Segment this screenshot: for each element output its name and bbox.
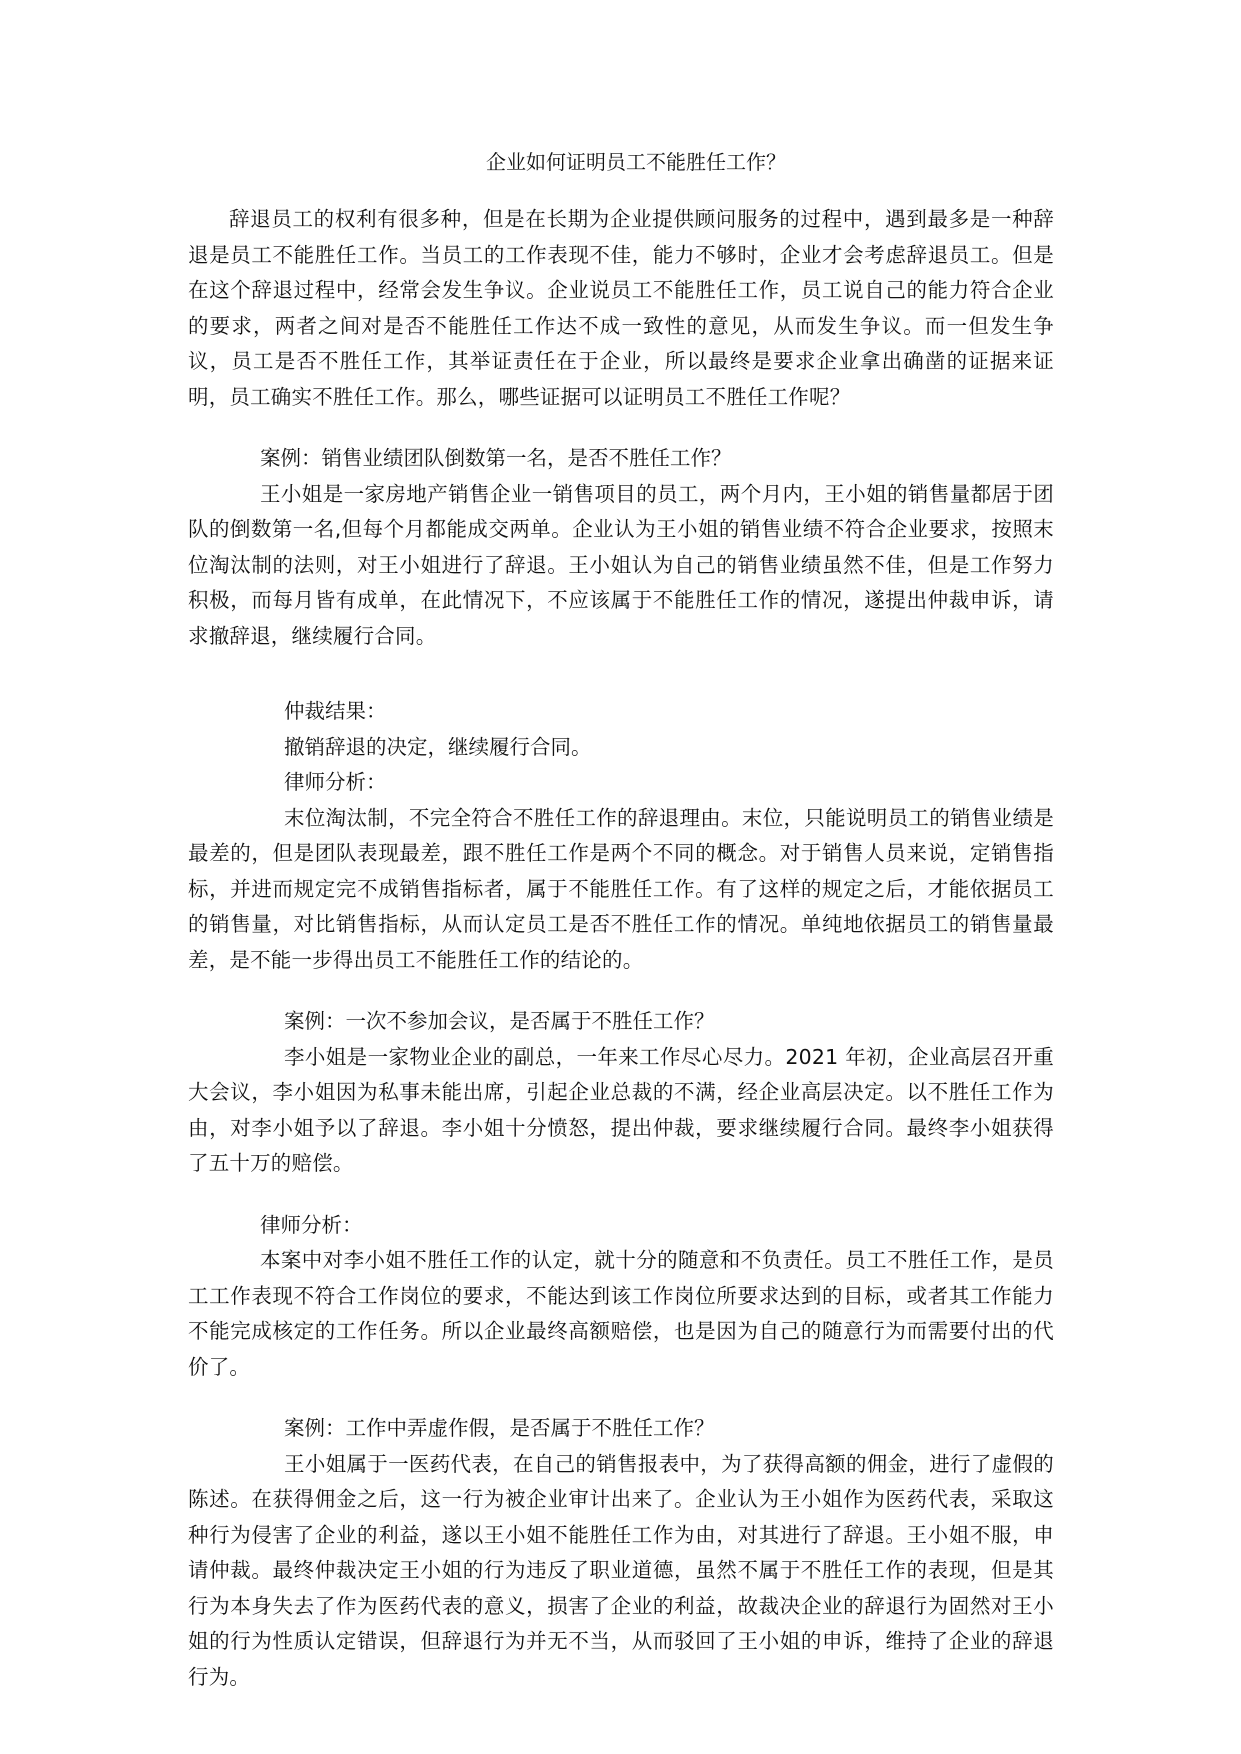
spacer xyxy=(188,415,1054,441)
case3-body: 王小姐属于一医药代表，在自己的销售报表中，为了获得高额的佣金，进行了虚假的陈述。在获得佣金之后，这一行为被企业审计出来了。企业认为王小姐作为医药代表，采取这种行为侵害了企业的利益，遂以王小姐不能胜任工作为由，对其进行了辞退。王小姐不服，申请仲裁。最终仲裁决定王小姐的行为违反了职业道德，虽然不属于不胜任工作的表现，但是其行为本身失去了作为医药代表的意义，损害了企业的利益，故裁决企业的辞退行为固然对王小姐的行为性质认定错误，但辞退行为并无不当，从而驳回了王小姐的申诉，维持了企业的辞退行为。 xyxy=(188,1451,1054,1689)
document-page xyxy=(188,148,1054,1695)
case1-heading: 案例：销售业绩团队倒数第一名，是否不胜任工作？ xyxy=(260,446,732,470)
case2-analysis: 本案中对李小姐不胜任工作的认定，就十分的随意和不负责任。员工不胜任工作，是员工工作表现不符合工作岗位的要求，不能达到该工作岗位所要求达到的目标，或者其工作能力不能完成核定的工作任务。所以企业最终高额赔偿，也是因为自己的随意行为而需要付出的代价了。 xyxy=(188,1248,1054,1379)
case2-analysis-label: 律师分析： xyxy=(260,1212,363,1237)
case1-result: 撤销辞退的决定，继续履行合同。 xyxy=(284,734,592,759)
spacer xyxy=(188,1182,1054,1208)
spacer xyxy=(188,654,1054,694)
page-title: 企业如何证明员工不能胜任工作？ xyxy=(486,150,786,174)
spacer xyxy=(188,1385,1054,1411)
case3-heading: 案例：工作中弄虚作假，是否属于不胜任工作？ xyxy=(284,1416,715,1440)
case1-analysis-label: 律师分析： xyxy=(284,770,387,794)
spacer xyxy=(188,978,1054,1004)
case1-result-label: 仲裁结果： xyxy=(284,699,387,723)
case1-analysis: 末位淘汰制，不完全符合不胜任工作的辞退理由。末位，只能说明员工的销售业绩是最差的，但是团队表现最差，跟不胜任工作是两个不同的概念。对于销售人员来说，定销售指标，并进而规定完不成销售指标者，属于不能胜任工作。有了这样的规定之后，才能依据员工的销售量，对比销售指标，从而认定员工是否不胜任工作的情况。单纯地依据员工的销售量最差，是不能一步得出员工不能胜任工作的结论的。 xyxy=(188,805,1054,972)
case2-body: 李小姐是一家物业企业的副总，一年来工作尽心尽力。2021 年初，企业高层召开重大会议，李小姐因为私事未能出席，引起企业总裁的不满，经企业高层决定。以不胜任工作为由，对李小姐予以了辞退。李小姐十分愤怒，提出仲裁，要求继续履行合同。最终李小姐获得了五十万的赔偿。 xyxy=(188,1044,1054,1175)
case2-heading: 案例：一次不参加会议，是否属于不胜任工作？ xyxy=(284,1009,715,1033)
case1-body: 王小姐是一家房地产销售企业一销售项目的员工，两个月内，王小姐的销售量都居于团队的倒数第一名,但每个月都能成交两单。企业认为王小姐的销售业绩不符合企业要求，按照末位淘汰制的法则，对王小姐进行了辞退。王小姐认为自己的销售业绩虽然不佳，但是工作努力积极，而每月皆有成单，在此情况下，不应该属于不能胜任工作的情况，遂提出仲裁申诉，请求撤辞退，继续履行合同。 xyxy=(188,481,1054,648)
intro-paragraph: 辞退员工的权利有很多种，但是在长期为企业提供顾问服务的过程中，遇到最多是一种辞退是员工不能胜任工作。当员工的工作表现不佳，能力不够时，企业才会考虑辞退员工。但是在这个辞退过程中，经常会发生争议。企业说员工不能胜任工作，员工说自己的能力符合企业的要求，两者之间对是否不能胜任工作达不成一致性的意见，从而发生争议。而一但发生争议，员工是否不胜任工作，其举证责任在于企业，所以最终是要求企业拿出确凿的证据来证明，员工确实不胜任工作。那么，哪些证据可以证明员工不胜任工作呢？ xyxy=(188,207,1054,409)
